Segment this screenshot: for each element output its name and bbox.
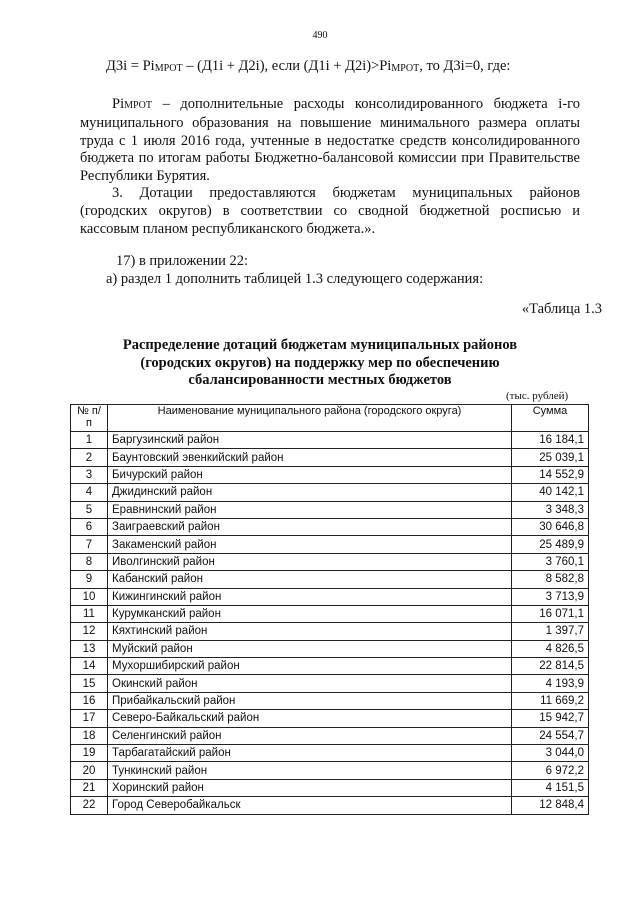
- row-number: 13: [71, 640, 108, 657]
- row-sum: 3 760,1: [512, 553, 589, 570]
- table-row: [71, 727, 589, 744]
- table-row: [71, 779, 589, 796]
- row-name: Хоринский район: [108, 779, 512, 796]
- row-number: 4: [71, 484, 108, 501]
- formula-mid: – (Д1i + Д2i), если (Д1i + Д2i)>Pi: [182, 58, 392, 74]
- table-row: [71, 658, 589, 675]
- row-number: 2: [71, 449, 108, 466]
- row-sum: 30 646,8: [512, 518, 589, 535]
- row-number: 10: [71, 588, 108, 605]
- table-row: [71, 466, 589, 483]
- row-sum: 22 814,5: [512, 658, 589, 675]
- formula-lhs: Д3i = Pi: [106, 58, 155, 74]
- row-name: Иволгинский район: [108, 553, 512, 570]
- row-name: Тункинский район: [108, 762, 512, 779]
- row-sum: 25 039,1: [512, 449, 589, 466]
- paragraph-definition: [80, 96, 580, 186]
- row-name: Прибайкальский район: [108, 692, 512, 709]
- table-row: [71, 432, 589, 449]
- row-sum: 3 348,3: [512, 501, 589, 518]
- row-sum: 16 071,1: [512, 605, 589, 622]
- table-row: [71, 797, 589, 814]
- row-number: 7: [71, 536, 108, 553]
- row-name: Тарбагатайский район: [108, 745, 512, 762]
- row-sum: 40 142,1: [512, 484, 589, 501]
- row-number: 20: [71, 762, 108, 779]
- row-name: Джидинский район: [108, 484, 512, 501]
- table-row: [71, 640, 589, 657]
- row-number: 14: [71, 658, 108, 675]
- row-name: Мухоршибирский район: [108, 658, 512, 675]
- page-number: 490: [312, 30, 328, 41]
- row-number: 3: [71, 466, 108, 483]
- row-sum: 16 184,1: [512, 432, 589, 449]
- row-sum: 12 848,4: [512, 797, 589, 814]
- table-row: [71, 501, 589, 518]
- distribution-table: [70, 404, 589, 815]
- row-sum: 3 713,9: [512, 588, 589, 605]
- row-sum: 14 552,9: [512, 466, 589, 483]
- row-sum: 11 669,2: [512, 692, 589, 709]
- row-number: 1: [71, 432, 108, 449]
- row-name: Город Северобайкальск: [108, 797, 512, 814]
- header-sum: Сумма: [512, 405, 589, 432]
- row-number: 8: [71, 553, 108, 570]
- row-sum: 24 554,7: [512, 727, 589, 744]
- row-number: 18: [71, 727, 108, 744]
- row-name: Закаменский район: [108, 536, 512, 553]
- definition-symbol: Pi: [112, 96, 125, 112]
- row-sum: 8 582,8: [512, 571, 589, 588]
- table-row: [71, 449, 589, 466]
- table-label: «Таблица 1.3: [521, 301, 602, 317]
- table-row: [71, 536, 589, 553]
- row-sum: 25 489,9: [512, 536, 589, 553]
- table-row: [71, 675, 589, 692]
- formula-sub-2: МРОТ: [391, 63, 420, 74]
- table-row: [71, 745, 589, 762]
- row-name: Кабанский район: [108, 571, 512, 588]
- row-number: 22: [71, 797, 108, 814]
- row-name: Баунтовский эвенкийский район: [108, 449, 512, 466]
- row-name: Кяхтинский район: [108, 623, 512, 640]
- row-name: Северо-Байкальский район: [108, 710, 512, 727]
- row-sum: 4 151,5: [512, 779, 589, 796]
- row-number: 9: [71, 571, 108, 588]
- row-sum: 3 044,0: [512, 745, 589, 762]
- row-name: Еравнинский район: [108, 501, 512, 518]
- row-number: 11: [71, 605, 108, 622]
- table-row: [71, 762, 589, 779]
- row-sum: 6 972,2: [512, 762, 589, 779]
- row-name: Селенгинский район: [108, 727, 512, 744]
- row-number: 17: [71, 710, 108, 727]
- row-number: 5: [71, 501, 108, 518]
- formula: [106, 58, 510, 75]
- table-title: Распределение дотаций бюджетам муниципальных районов (городских округов) на поддержку мер по обеспечению сбалансированности местных бюджетов: [122, 337, 518, 388]
- row-sum: 15 942,7: [512, 710, 589, 727]
- formula-end: , то Д3i=0, где:: [419, 58, 511, 74]
- row-name: Кижингинский район: [108, 588, 512, 605]
- definition-text: – дополнительные расходы консолидированного бюджета i-го муниципального образования на повышение минимального размера оплаты труда с 1 июля 2016 года, учтенные в недостатке средств консолидированного бюджета по итогам работы Бюджетно-балансовой комиссии при Правительстве Республики Бурятия.: [80, 96, 580, 185]
- row-sum: 1 397,7: [512, 623, 589, 640]
- row-number: 15: [71, 675, 108, 692]
- table-header-row: [71, 405, 589, 432]
- header-number: № п/п: [71, 405, 108, 432]
- table-row: [71, 484, 589, 501]
- row-name: Бичурский район: [108, 466, 512, 483]
- row-sum: 4 193,9: [512, 675, 589, 692]
- row-name: Окинский район: [108, 675, 512, 692]
- paragraph-dotations: 3. Дотации предоставляются бюджетам муниципальных районов (городских округов) в соответствии со сводной бюджетной росписью и кассовым планом республиканского бюджета.».: [80, 185, 580, 237]
- row-number: 6: [71, 518, 108, 535]
- row-name: Курумканский район: [108, 605, 512, 622]
- table-row: [71, 553, 589, 570]
- table-row: [71, 692, 589, 709]
- row-name: Муйский район: [108, 640, 512, 657]
- table-row: [71, 518, 589, 535]
- row-number: 19: [71, 745, 108, 762]
- row-number: 21: [71, 779, 108, 796]
- table-row: [71, 571, 589, 588]
- paragraph-appendix: 17) в приложении 22:: [116, 253, 249, 269]
- row-number: 12: [71, 623, 108, 640]
- row-number: 16: [71, 692, 108, 709]
- header-name: Наименование муниципального района (городского округа): [108, 405, 512, 432]
- row-name: Заиграевский район: [108, 518, 512, 535]
- table-row: [71, 623, 589, 640]
- table-unit: (тыс. рублей): [506, 390, 569, 402]
- definition-subscript: МРОТ: [124, 100, 152, 111]
- table-row: [71, 605, 589, 622]
- paragraph-section: а) раздел 1 дополнить таблицей 1.3 следующего содержания:: [106, 271, 484, 287]
- table-row: [71, 710, 589, 727]
- row-sum: 4 826,5: [512, 640, 589, 657]
- formula-sub-1: МРОТ: [154, 63, 183, 74]
- row-name: Баргузинский район: [108, 432, 512, 449]
- table-row: [71, 588, 589, 605]
